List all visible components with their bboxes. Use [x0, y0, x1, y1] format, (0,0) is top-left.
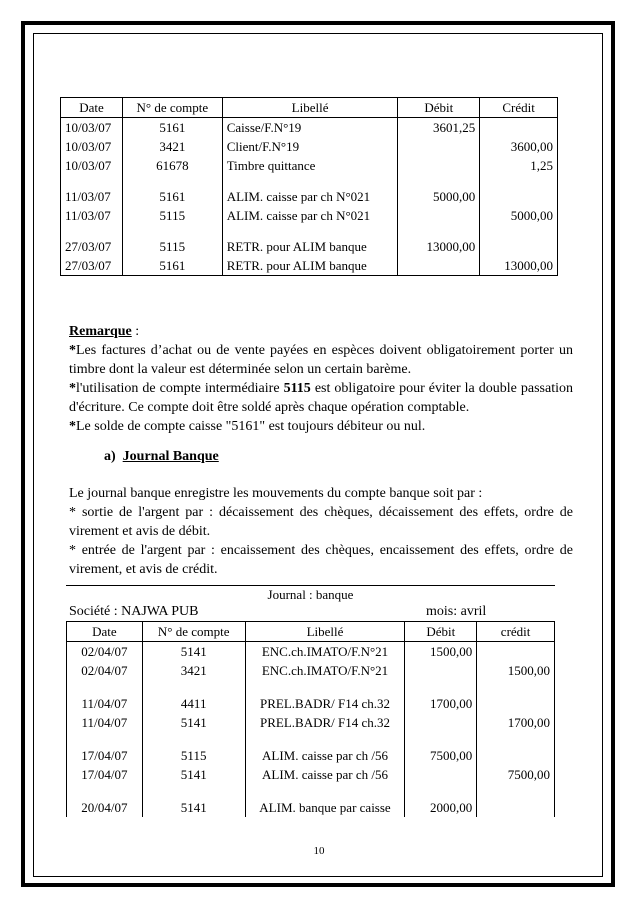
cell-date: 27/03/07: [61, 237, 123, 256]
cell-date: 10/03/07: [61, 137, 123, 156]
remark-line-3: [69, 417, 573, 436]
journal-month: mois: avril: [426, 604, 487, 619]
cell-account: 5115: [122, 237, 222, 256]
section-marker: a): [104, 449, 116, 464]
table-row: [67, 642, 555, 662]
cell-date: 02/04/07: [67, 661, 143, 680]
cell-credit: [477, 694, 555, 713]
cell-debit: 2000,00: [405, 798, 477, 817]
section-title: Journal Banque: [122, 449, 219, 464]
cell-label: PREL.BADR/ F14 ch.32: [245, 713, 405, 732]
spacer-cell: [142, 784, 245, 798]
table-row: [67, 765, 555, 784]
spacer-cell: [67, 732, 143, 746]
cell-account: 5161: [122, 256, 222, 276]
table-header-row: [67, 622, 555, 642]
header-account: N° de compte: [122, 98, 222, 118]
table-row: [61, 187, 558, 206]
cell-account: 5115: [142, 746, 245, 765]
cell-label: RETR. pour ALIM banque: [222, 237, 398, 256]
section-item-2: * entrée de l'argent par : encaissement des chèques, encaissement des effets, ordre de virement, et avis de crédit.: [69, 543, 573, 577]
spacer-cell: [122, 225, 222, 237]
header-date: Date: [67, 622, 143, 642]
table-row: [67, 798, 555, 817]
header-credit: crédit: [477, 622, 555, 642]
cell-debit: 5000,00: [398, 187, 480, 206]
cell-credit: 1,25: [530, 157, 553, 173]
cell-label: Client/F.N°19: [222, 137, 398, 156]
spacer-row: [67, 680, 555, 694]
cell-date: 11/03/07: [61, 206, 123, 225]
cell-label: ALIM. caisse par ch /56: [245, 746, 405, 765]
cell-debit: [398, 137, 480, 156]
cell-credit: [480, 187, 558, 206]
cell-credit: 3600,00: [510, 138, 553, 154]
cell-label: ALIM. caisse par ch N°021: [222, 206, 398, 225]
remark-block: [69, 322, 573, 436]
spacer-cell: [245, 732, 405, 746]
page-number: 10: [313, 845, 325, 857]
cell-debit: 13000,00: [398, 237, 480, 256]
spacer-cell: [405, 680, 477, 694]
remark-bullet: *: [69, 419, 76, 434]
header-credit: Crédit: [480, 98, 558, 118]
table-row: [61, 156, 558, 175]
journal-company: Société : NAJWA PUB: [69, 604, 199, 619]
cell-label: RETR. pour ALIM banque: [222, 256, 398, 276]
cell-debit: 7500,00: [405, 746, 477, 765]
remark-title: Remarque: [69, 324, 132, 339]
section-intro: Le journal banque enregistre les mouvements du compte banque soit par :: [69, 486, 483, 501]
cell-date: 10/03/07: [61, 156, 123, 175]
cell-account: 5161: [122, 118, 222, 138]
cell-debit: [405, 713, 477, 732]
spacer-cell: [477, 784, 555, 798]
header-debit: Débit: [405, 622, 477, 642]
cell-debit: [398, 206, 480, 225]
spacer-cell: [480, 175, 558, 187]
cell-credit: 13000,00: [504, 257, 553, 273]
cell-account: 4411: [142, 694, 245, 713]
spacer-cell: [398, 225, 480, 237]
spacer-cell: [142, 680, 245, 694]
cell-date: 20/04/07: [67, 798, 143, 817]
remark-text-3: Le solde de compte caisse "5161" est toujours débiteur ou nul.: [76, 419, 426, 434]
remark-line-2: [69, 379, 573, 417]
spacer-cell: [67, 784, 143, 798]
spacer-cell: [477, 732, 555, 746]
spacer-cell: [222, 175, 398, 187]
cell-debit: 3601,25: [398, 118, 480, 138]
spacer-cell: [405, 784, 477, 798]
cell-date: 02/04/07: [67, 642, 143, 662]
spacer-cell: [122, 175, 222, 187]
spacer-cell: [480, 225, 558, 237]
cell-account: 5141: [142, 713, 245, 732]
cell-credit: [477, 642, 555, 662]
cell-date: 17/04/07: [67, 746, 143, 765]
table-row: [61, 137, 558, 156]
cell-label: ALIM. caisse par ch /56: [245, 765, 405, 784]
spacer-cell: [222, 225, 398, 237]
cell-credit: 1700,00: [507, 714, 550, 730]
cell-credit: [480, 118, 558, 138]
cell-label: ENC.ch.IMATO/F.N°21: [245, 642, 405, 662]
cell-label: ALIM. banque par caisse: [245, 798, 405, 817]
cell-account: 3421: [122, 137, 222, 156]
table-row: [67, 746, 555, 765]
remark-colon: :: [131, 324, 140, 339]
header-label: Libellé: [222, 98, 398, 118]
table-row: [67, 661, 555, 680]
cell-label: Caisse/F.N°19: [222, 118, 398, 138]
spacer-cell: [398, 175, 480, 187]
table-header-row: [61, 98, 558, 118]
spacer-cell: [67, 680, 143, 694]
spacer-row: [61, 225, 558, 237]
cell-debit: [398, 256, 480, 276]
table-row: [61, 206, 558, 225]
header-debit: Débit: [398, 98, 480, 118]
journal-caisse-table: [60, 97, 558, 276]
cell-label: ALIM. caisse par ch N°021: [222, 187, 398, 206]
cell-credit: 1500,00: [507, 662, 550, 678]
cell-account: 3421: [142, 661, 245, 680]
cell-debit: [405, 661, 477, 680]
cell-credit: [480, 237, 558, 256]
spacer-row: [67, 732, 555, 746]
cell-credit: [477, 798, 555, 817]
remark-text-2a: l'utilisation de compte intermédiaire: [76, 381, 284, 396]
table-row: [67, 713, 555, 732]
cell-date: 11/03/07: [61, 187, 123, 206]
spacer-cell: [245, 784, 405, 798]
spacer-cell: [142, 732, 245, 746]
journal-banque-table: [66, 621, 555, 817]
cell-date: 11/04/07: [67, 713, 143, 732]
cell-debit: 1700,00: [405, 694, 477, 713]
cell-account: 5161: [122, 187, 222, 206]
spacer-cell: [245, 680, 405, 694]
table-row: [61, 118, 558, 138]
remark-line-1: [69, 341, 573, 379]
cell-label: PREL.BADR/ F14 ch.32: [245, 694, 405, 713]
section-item-1: * sortie de l'argent par : décaissement des chèques, décaissement des effets, ordre de virement et avis de débit.: [69, 505, 573, 539]
cell-date: 10/03/07: [61, 118, 123, 138]
cell-account: 5141: [142, 798, 245, 817]
section-paragraph: [69, 484, 573, 579]
remark-account-5115: 5115: [283, 381, 311, 396]
header-label: Libellé: [245, 622, 405, 642]
section-heading: [104, 449, 219, 465]
cell-date: 17/04/07: [67, 765, 143, 784]
cell-account: 61678: [122, 156, 222, 175]
header-date: Date: [61, 98, 123, 118]
cell-date: 11/04/07: [67, 694, 143, 713]
table-row: [67, 694, 555, 713]
spacer-cell: [405, 732, 477, 746]
spacer-cell: [61, 175, 123, 187]
spacer-cell: [61, 225, 123, 237]
table-row: [61, 237, 558, 256]
spacer-cell: [477, 680, 555, 694]
header-account: N° de compte: [142, 622, 245, 642]
cell-debit: 1500,00: [405, 642, 477, 662]
cell-debit: [398, 156, 480, 175]
spacer-row: [61, 175, 558, 187]
journal-title: Journal : banque: [267, 587, 354, 602]
journal-top-rule: [66, 585, 555, 586]
cell-date: 27/03/07: [61, 256, 123, 276]
cell-label: ENC.ch.IMATO/F.N°21: [245, 661, 405, 680]
cell-account: 5141: [142, 765, 245, 784]
remark-text-2b: est obligatoire pour éviter la double passation d'écriture. Ce compte doit être soldé après chaque opération comptable.: [69, 381, 573, 415]
cell-debit: [405, 765, 477, 784]
table-row: [61, 256, 558, 276]
cell-account: 5115: [122, 206, 222, 225]
cell-account: 5141: [142, 642, 245, 662]
cell-credit: 5000,00: [510, 207, 553, 223]
remark-bullet: *: [69, 381, 76, 396]
remark-text-1: Les factures d’achat ou de vente payées en espèces doivent obligatoirement porter un timbre dont la valeur est déterminée selon un certain barème.: [69, 343, 573, 377]
cell-label: Timbre quittance: [222, 156, 398, 175]
cell-credit: [477, 746, 555, 765]
remark-bullet: *: [69, 343, 76, 358]
cell-credit: 7500,00: [507, 766, 550, 782]
spacer-row: [67, 784, 555, 798]
